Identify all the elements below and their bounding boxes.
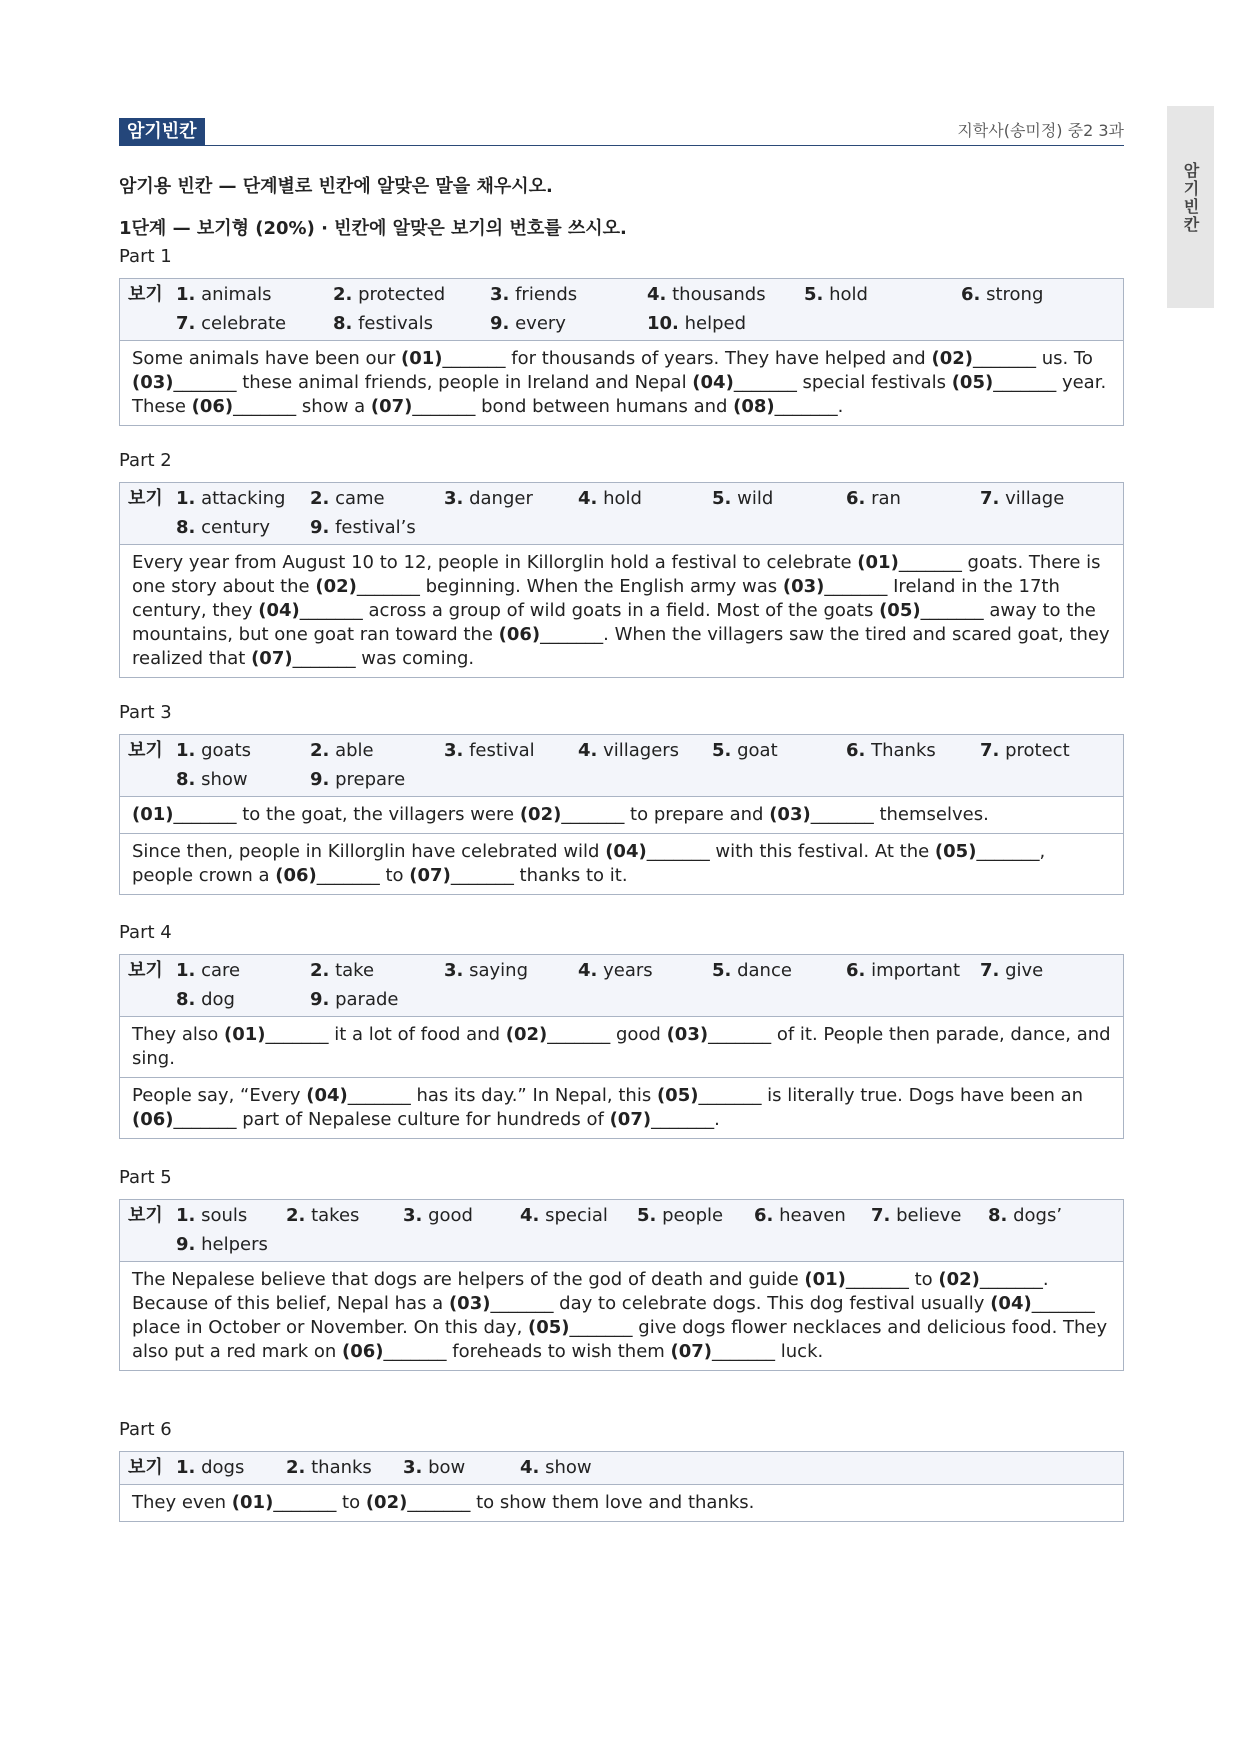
- passage-segment: _______ luck.: [712, 1341, 824, 1362]
- option-item: [520, 1201, 637, 1230]
- option-number: 1.: [176, 1205, 196, 1226]
- options-row: [120, 1452, 1123, 1485]
- option-item: [846, 484, 980, 513]
- passage-segment: _______ it a lot of food and: [265, 1024, 506, 1045]
- main-instruction: 암기용 빈칸 — 단계별로 빈칸에 알맞은 말을 채우시오.: [119, 176, 553, 197]
- blank-number: (05): [656, 1085, 699, 1106]
- option-number: 3.: [403, 1205, 423, 1226]
- side-tab: [1167, 106, 1214, 308]
- option-number: 8.: [176, 517, 196, 538]
- option-number: 5.: [712, 960, 732, 981]
- passage-segment: _______. When the villagers saw the tired and scared goat, they realized that: [132, 624, 1110, 669]
- blank-number: (07): [370, 396, 413, 417]
- option-word: bow: [422, 1457, 466, 1478]
- part-title: Part 4: [119, 922, 172, 943]
- part-title: Part 2: [119, 450, 172, 471]
- options-label: 보기: [128, 1205, 163, 1226]
- option-item: [712, 956, 846, 985]
- passage-segment: _______ across a group of wild goats in a field. Most of the goats: [299, 600, 880, 621]
- option-number: 6.: [754, 1205, 774, 1226]
- options-row: [120, 955, 1123, 1017]
- option-number: 9.: [310, 989, 330, 1010]
- blank-number: (07): [409, 865, 451, 886]
- blank-number: (01): [804, 1269, 846, 1290]
- blank-number: (05): [879, 600, 921, 621]
- option-number: 1.: [176, 284, 196, 305]
- passage-segment: _______ is literally true. Dogs have been an: [698, 1085, 1084, 1106]
- option-number: 8.: [988, 1205, 1008, 1226]
- passage-text: [120, 1262, 1123, 1370]
- option-word: people: [656, 1205, 724, 1226]
- blank-number: (04): [258, 600, 300, 621]
- option-number: 7.: [980, 740, 1000, 761]
- option-number: 2.: [310, 740, 330, 761]
- option-item: [871, 1201, 988, 1230]
- option-item: [444, 956, 578, 985]
- passage-segment: _______. Because of this belief, Nepal has a: [132, 1269, 1049, 1314]
- option-number: 4.: [578, 960, 598, 981]
- passage-segment: _______ to prepare and: [561, 804, 770, 825]
- blank-number: (02): [365, 1492, 408, 1513]
- option-number: 6.: [846, 960, 866, 981]
- option-word: century: [195, 517, 270, 538]
- passage-segment: _______ place in October or November. On this day,: [132, 1293, 1095, 1338]
- option-item: [712, 736, 846, 765]
- option-word: goat: [731, 740, 778, 761]
- option-word: festival: [463, 740, 535, 761]
- passage-segment: _______ these animal friends, people in Ireland and Nepal: [173, 372, 693, 393]
- option-number: 6.: [961, 284, 981, 305]
- option-item: [846, 736, 980, 765]
- options-label: 보기: [128, 284, 163, 305]
- option-item: [176, 513, 310, 542]
- blank-number: (03): [132, 372, 174, 393]
- blank-number: (07): [251, 648, 293, 669]
- option-word: dogs’: [1007, 1205, 1063, 1226]
- option-number: 7.: [980, 960, 1000, 981]
- option-number: 7.: [871, 1205, 891, 1226]
- option-item: [333, 280, 490, 309]
- blank-number: (02): [315, 576, 357, 597]
- passage-segment: _______ foreheads to wish them: [383, 1341, 671, 1362]
- option-word: take: [329, 960, 375, 981]
- option-item: [647, 280, 804, 309]
- option-item: [310, 484, 444, 513]
- option-item: [444, 484, 578, 513]
- option-number: 4.: [520, 1457, 540, 1478]
- blank-number: (04): [692, 372, 734, 393]
- blank-number: (05): [934, 841, 977, 862]
- options-label: 보기: [128, 740, 163, 761]
- option-number: 7.: [176, 313, 196, 334]
- exercise-box: [119, 278, 1124, 426]
- option-word: helped: [678, 313, 747, 334]
- section-tag: 암기빈칸: [119, 118, 205, 146]
- option-word: festival’s: [329, 517, 416, 538]
- option-number: 3.: [444, 960, 464, 981]
- option-word: able: [329, 740, 374, 761]
- option-word: important: [865, 960, 961, 981]
- passage-segment: Since then, people in Killorglin have celebrated wild: [132, 841, 606, 862]
- passage-text: [120, 1485, 1123, 1521]
- blank-number: (03): [782, 576, 825, 597]
- exercise-box: [119, 734, 1124, 895]
- option-number: 2.: [333, 284, 353, 305]
- passage-segment: _______ with this festival. At the: [646, 841, 935, 862]
- option-item: [176, 956, 310, 985]
- passage-segment: Some animals have been our: [132, 348, 402, 369]
- options-row: [120, 735, 1123, 797]
- option-word: wild: [731, 488, 774, 509]
- options-label: 보기: [128, 1457, 163, 1478]
- option-item: [176, 1201, 286, 1230]
- passage-segment: _______ bond between humans and: [412, 396, 734, 417]
- options-row: [120, 279, 1123, 341]
- option-number: 3.: [403, 1457, 423, 1478]
- page-header: [119, 116, 1124, 146]
- passage-segment: _______ day to celebrate dogs. This dog festival usually: [490, 1293, 991, 1314]
- option-number: 6.: [846, 488, 866, 509]
- passage-segment: _______ to: [316, 865, 410, 886]
- passage-segment: _______ us. To: [972, 348, 1093, 369]
- option-item: [176, 484, 310, 513]
- option-word: attacking: [195, 488, 286, 509]
- option-word: protected: [352, 284, 446, 305]
- option-item: [804, 280, 961, 309]
- exercise-box: [119, 1451, 1124, 1522]
- option-word: Thanks: [865, 740, 936, 761]
- passage-text: [120, 1078, 1123, 1138]
- blank-number: (06): [275, 865, 317, 886]
- option-number: 5.: [804, 284, 824, 305]
- passage-segment: _______ year. These: [132, 372, 1107, 417]
- option-number: 2.: [310, 488, 330, 509]
- blank-number: (01): [857, 552, 899, 573]
- passage-text: [120, 1017, 1123, 1078]
- blank-number: (03): [769, 804, 811, 825]
- option-number: 2.: [286, 1457, 306, 1478]
- option-item: [490, 280, 647, 309]
- blank-number: (01): [231, 1492, 274, 1513]
- option-word: dog: [195, 989, 235, 1010]
- option-word: strong: [980, 284, 1044, 305]
- option-word: festivals: [352, 313, 434, 334]
- passage-segment: _______.: [651, 1109, 720, 1130]
- blank-number: (01): [132, 804, 174, 825]
- passage-segment: _______ of it. People then parade, dance, and sing.: [132, 1024, 1111, 1069]
- option-word: goats: [195, 740, 252, 761]
- option-word: hold: [597, 488, 642, 509]
- option-number: 4.: [578, 740, 598, 761]
- passage-segment: People say, “Every: [132, 1085, 307, 1106]
- part-title: Part 1: [119, 246, 172, 267]
- option-number: 5.: [637, 1205, 657, 1226]
- option-number: 5.: [712, 740, 732, 761]
- blank-number: (04): [306, 1085, 348, 1106]
- passage-segment: _______, people crown a: [132, 841, 1046, 886]
- option-number: 9.: [490, 313, 510, 334]
- option-word: give: [999, 960, 1044, 981]
- blank-number: (01): [224, 1024, 266, 1045]
- passage-segment: They also: [132, 1024, 224, 1045]
- option-item: [980, 736, 1114, 765]
- option-item: [578, 484, 712, 513]
- blank-number: (07): [609, 1109, 652, 1130]
- option-word: thousands: [666, 284, 766, 305]
- blank-number: (02): [505, 1024, 548, 1045]
- option-word: every: [509, 313, 566, 334]
- passage-segment: They even: [132, 1492, 232, 1513]
- option-number: 1.: [176, 488, 196, 509]
- passage-segment: _______ to: [845, 1269, 939, 1290]
- option-item: [333, 309, 490, 338]
- options-row: [120, 483, 1123, 545]
- option-item: [754, 1201, 871, 1230]
- option-item: [176, 1230, 286, 1259]
- option-item: [310, 765, 444, 794]
- part-title: Part 3: [119, 702, 172, 723]
- option-item: [980, 484, 1114, 513]
- option-number: 1.: [176, 1457, 196, 1478]
- option-word: believe: [890, 1205, 962, 1226]
- side-tab-label: 암기빈칸: [1181, 162, 1200, 234]
- option-word: ran: [865, 488, 901, 509]
- blank-number: (07): [670, 1341, 713, 1362]
- option-item: [403, 1453, 520, 1482]
- option-item: [980, 956, 1114, 985]
- passage-segment: _______ for thousands of years. They have helped and: [442, 348, 932, 369]
- exercise-box: [119, 482, 1124, 678]
- option-number: 3.: [444, 488, 464, 509]
- passage-segment: _______ good: [547, 1024, 667, 1045]
- option-item: [444, 736, 578, 765]
- option-word: parade: [329, 989, 399, 1010]
- passage-segment: _______ to: [273, 1492, 366, 1513]
- option-number: 4.: [578, 488, 598, 509]
- option-item: [176, 1453, 286, 1482]
- passage-segment: _______ give dogs flower necklaces and delicious food. They also put a red mark on: [132, 1317, 1108, 1362]
- option-word: care: [195, 960, 241, 981]
- option-number: 8.: [176, 769, 196, 790]
- passage-segment: _______ Ireland in the 17th century, they: [132, 576, 1060, 621]
- option-word: friends: [509, 284, 578, 305]
- blank-number: (03): [666, 1024, 709, 1045]
- option-item: [176, 309, 333, 338]
- option-number: 8.: [333, 313, 353, 334]
- option-item: [846, 956, 980, 985]
- blank-number: (06): [498, 624, 541, 645]
- option-word: souls: [195, 1205, 248, 1226]
- option-number: 3.: [490, 284, 510, 305]
- option-number: 10.: [647, 313, 679, 334]
- option-word: dogs: [195, 1457, 245, 1478]
- blank-number: (06): [191, 396, 234, 417]
- option-word: danger: [463, 488, 533, 509]
- option-word: celebrate: [195, 313, 287, 334]
- option-number: 4.: [520, 1205, 540, 1226]
- options-label: 보기: [128, 488, 163, 509]
- option-word: saying: [463, 960, 528, 981]
- blank-number: (03): [448, 1293, 491, 1314]
- option-word: special: [539, 1205, 608, 1226]
- stage1-instruction: 1단계 — 보기형 (20%) · 빈칸에 알맞은 보기의 번호를 쓰시오.: [119, 218, 627, 239]
- passage-text: [120, 545, 1123, 677]
- option-item: [310, 985, 444, 1014]
- exercise-box: [119, 954, 1124, 1139]
- option-item: [578, 736, 712, 765]
- options-label: 보기: [128, 960, 163, 981]
- option-item: [176, 280, 333, 309]
- option-number: 1.: [176, 960, 196, 981]
- passage-segment: _______ was coming.: [292, 648, 475, 669]
- option-item: [647, 309, 804, 338]
- option-item: [961, 280, 1101, 309]
- option-word: dance: [731, 960, 792, 981]
- option-item: [286, 1453, 403, 1482]
- option-word: protect: [999, 740, 1070, 761]
- passage-segment: _______ show a: [233, 396, 371, 417]
- blank-number: (05): [528, 1317, 570, 1338]
- option-number: 8.: [176, 989, 196, 1010]
- option-item: [988, 1201, 1105, 1230]
- option-item: [176, 985, 310, 1014]
- option-item: [520, 1453, 637, 1482]
- source-label: 지학사(송미정) 중2 3과: [957, 121, 1124, 140]
- option-number: 9.: [310, 517, 330, 538]
- option-number: 4.: [647, 284, 667, 305]
- option-item: [637, 1201, 754, 1230]
- option-word: village: [999, 488, 1065, 509]
- option-word: hold: [823, 284, 868, 305]
- option-number: 7.: [980, 488, 1000, 509]
- option-word: thanks: [305, 1457, 372, 1478]
- passage-text: [120, 797, 1123, 834]
- option-word: animals: [195, 284, 272, 305]
- option-word: years: [597, 960, 653, 981]
- options-row: [120, 1200, 1123, 1262]
- blank-number: (01): [401, 348, 443, 369]
- option-item: [286, 1201, 403, 1230]
- blank-number: (02): [519, 804, 562, 825]
- passage-segment: _______.: [774, 396, 844, 417]
- option-item: [176, 765, 310, 794]
- passage-segment: _______ goats. There is one story about the: [132, 552, 1101, 597]
- option-word: prepare: [329, 769, 406, 790]
- passage-segment: _______ part of Nepalese culture for hundreds of: [173, 1109, 610, 1130]
- blank-number: (08): [733, 396, 775, 417]
- option-word: takes: [305, 1205, 360, 1226]
- passage-segment: _______ away to the mountains, but one goat ran toward the: [132, 600, 1096, 645]
- option-item: [490, 309, 647, 338]
- option-item: [712, 484, 846, 513]
- option-word: heaven: [773, 1205, 846, 1226]
- option-number: 5.: [712, 488, 732, 509]
- option-number: 2.: [286, 1205, 306, 1226]
- option-number: 3.: [444, 740, 464, 761]
- blank-number: (02): [931, 348, 973, 369]
- blank-number: (06): [132, 1109, 174, 1130]
- passage-segment: _______ thanks to it.: [450, 865, 628, 886]
- option-word: helpers: [195, 1234, 268, 1255]
- passage-segment: Every year from August 10 to 12, people in Killorglin hold a festival to celebrate: [132, 552, 858, 573]
- option-item: [310, 956, 444, 985]
- passage-segment: _______ special festivals: [733, 372, 952, 393]
- exercise-box: [119, 1199, 1124, 1371]
- option-word: good: [422, 1205, 473, 1226]
- passage-segment: The Nepalese believe that dogs are helpers of the god of death and guide: [132, 1269, 805, 1290]
- passage-segment: _______ to the goat, the villagers were: [173, 804, 520, 825]
- passage-segment: _______ to show them love and thanks.: [407, 1492, 755, 1513]
- passage-segment: _______ has its day.” In Nepal, this: [347, 1085, 657, 1106]
- option-number: 6.: [846, 740, 866, 761]
- passage-segment: _______ beginning. When the English army was: [356, 576, 783, 597]
- option-number: 9.: [310, 769, 330, 790]
- option-item: [176, 736, 310, 765]
- blank-number: (04): [990, 1293, 1032, 1314]
- blank-number: (04): [605, 841, 647, 862]
- option-number: 9.: [176, 1234, 196, 1255]
- option-word: show: [539, 1457, 592, 1478]
- option-word: villagers: [597, 740, 680, 761]
- option-word: show: [195, 769, 248, 790]
- passage-segment: _______ themselves.: [810, 804, 989, 825]
- blank-number: (05): [951, 372, 994, 393]
- blank-number: (02): [938, 1269, 980, 1290]
- option-word: came: [329, 488, 385, 509]
- option-number: 1.: [176, 740, 196, 761]
- part-title: Part 5: [119, 1167, 172, 1188]
- blank-number: (06): [342, 1341, 384, 1362]
- option-item: [310, 513, 444, 542]
- part-title: Part 6: [119, 1419, 172, 1440]
- option-item: [578, 956, 712, 985]
- option-item: [403, 1201, 520, 1230]
- option-number: 2.: [310, 960, 330, 981]
- passage-text: [120, 341, 1123, 425]
- passage-text: [120, 834, 1123, 894]
- option-item: [310, 736, 444, 765]
